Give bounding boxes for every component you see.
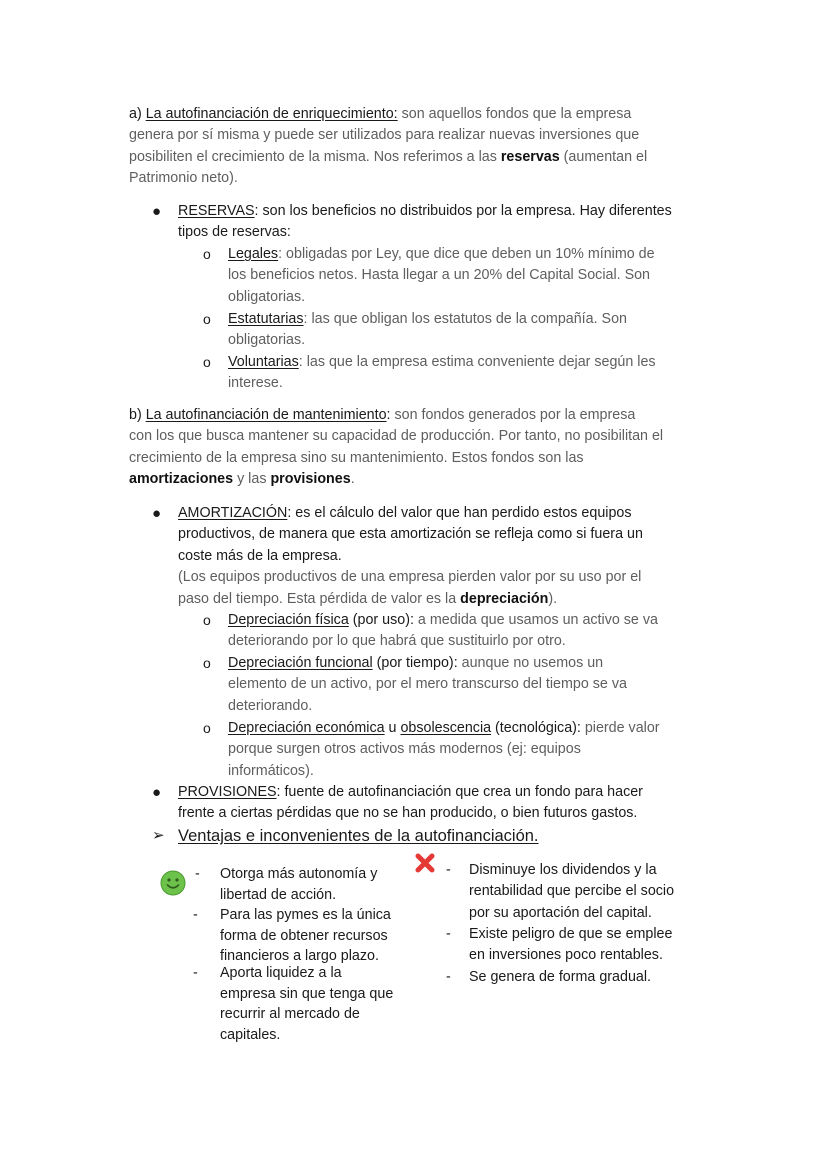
inconveniente-item xyxy=(469,967,651,988)
ventaja-2-line1: Para las pymes es la única xyxy=(220,907,391,923)
section-a-line1: son aquellos fondos que la empresa xyxy=(397,106,632,122)
inconveniente-1-line2: rentabilidad que percibe el socio xyxy=(469,883,675,900)
amortizacion-line4: (Los equipos productivos de una empresa pierden valor por su uso por el xyxy=(178,569,642,586)
inconveniente-2-line2: en inversiones poco rentables. xyxy=(469,947,663,964)
circle-bullet-icon: o xyxy=(203,246,211,262)
inconveniente-item xyxy=(469,860,674,924)
section-a-title: La autofinanciación de enriquecimiento: xyxy=(145,106,398,122)
provisiones-bold: provisiones xyxy=(270,471,351,488)
dep-fisica-name: Depreciación física xyxy=(228,612,349,628)
depreciacion-economica xyxy=(228,718,708,782)
estatutarias-line2: obligatorias. xyxy=(228,332,306,349)
dash-bullet: - xyxy=(446,862,451,878)
ventajas-heading xyxy=(178,825,539,847)
ventajas-heading-text: Ventajas e inconvenientes de la autofinanciación. xyxy=(178,827,539,845)
reserva-legales xyxy=(228,244,708,308)
amortizacion-line3: coste más de la empresa. xyxy=(178,547,342,564)
legales-line2: los beneficios netos. Hasta llegar a un 20% del Capital Social. Son xyxy=(228,267,651,284)
dep-economica-mid: u xyxy=(384,720,401,736)
reservas-title: RESERVAS xyxy=(178,203,255,219)
inconveniente-3-line1: Se genera de forma gradual. xyxy=(469,969,652,985)
depreciacion-funcional xyxy=(228,653,708,717)
inconveniente-item xyxy=(469,924,672,967)
inconveniente-1-line3: por su aportación del capital. xyxy=(469,904,652,921)
provisiones-line2: frente a ciertas pérdidas que no se han producido, o bien futuros gastos. xyxy=(178,805,638,822)
legales-line3: obligatorias. xyxy=(228,288,306,305)
amortizacion-line5-end: ). xyxy=(548,590,558,607)
section-a-line4: Patrimonio neto). xyxy=(129,170,238,187)
reservas-desc1: : son los beneficios no distribuidos por la empresa. Hay diferentes xyxy=(254,203,672,219)
section-a-paragraph xyxy=(129,104,709,190)
circle-bullet-icon: o xyxy=(203,311,211,327)
dash-bullet: - xyxy=(193,907,198,923)
ventaja-3-line1: Aporta liquidez a la xyxy=(220,965,342,981)
obsolescencia-name: obsolescencia xyxy=(400,720,492,736)
section-a-line3: posibiliten el crecimiento de la misma. Nos referimos a las xyxy=(129,148,501,165)
ventaja-1-line2: libertad de acción. xyxy=(220,886,337,903)
circle-bullet-icon: o xyxy=(203,655,211,671)
dep-economica-line1: pierde valor xyxy=(580,720,660,736)
amortizacion-line2: productivos, de manera que esta amortización se refleja como si fuera un xyxy=(178,526,643,543)
dash-bullet: - xyxy=(446,969,451,985)
ventaja-1-line1: Otorga más autonomía y xyxy=(220,866,378,882)
dep-economica-line3: informáticos). xyxy=(228,762,314,779)
voluntarias-line1: : las que la empresa estima conveniente dejar según les xyxy=(298,354,656,370)
section-a-line3-end: (aumentan el xyxy=(559,148,648,165)
estatutarias-name: Estatutarias xyxy=(228,311,304,327)
dash-bullet: - xyxy=(195,866,200,882)
bullet-icon: ● xyxy=(152,505,162,522)
provisiones-title: PROVISIONES xyxy=(178,784,277,800)
legales-line1: : obligadas por Ley, que dice que deben un 10% mínimo de xyxy=(278,246,655,262)
ventaja-2-line3: financieros a largo plazo. xyxy=(220,948,379,964)
dep-fisica-line1: a medida que usamos un activo se va xyxy=(413,612,658,628)
depreciacion-fisica xyxy=(228,610,708,653)
ventaja-item xyxy=(220,905,391,967)
section-b-title: La autofinanciación de mantenimiento xyxy=(145,407,387,423)
circle-bullet-icon: o xyxy=(203,612,211,628)
dep-funcional-qual: (por tiempo): xyxy=(372,655,458,671)
dep-economica-line2: porque surgen otros activos más modernos (ej: equipos xyxy=(228,741,581,758)
bullet-icon: ● xyxy=(152,203,162,220)
provisiones-line1: : fuente de autofinanciación que crea un fondo para hacer xyxy=(276,784,643,800)
dash-bullet: - xyxy=(193,965,198,981)
ventaja-3-line3: recurrir al mercado de xyxy=(220,1006,360,1022)
circle-bullet-icon: o xyxy=(203,720,211,736)
reservas-desc2: tipos de reservas: xyxy=(178,224,291,241)
amortizacion-item xyxy=(178,503,708,610)
bullet-icon: ● xyxy=(152,784,162,801)
section-b-line1: son fondos generados por la empresa xyxy=(390,407,636,423)
section-a-line2: genera por sí misma y puede ser utilizados para realizar nuevas inversiones que xyxy=(129,127,640,144)
dash-bullet: - xyxy=(446,926,451,942)
dep-funcional-line2: elemento de un activo, por el mero transcurso del tiempo se va xyxy=(228,676,627,693)
section-b-end: . xyxy=(350,471,355,488)
dep-funcional-line3: deteriorando. xyxy=(228,697,313,714)
estatutarias-line1: : las que obligan los estatutos de la compañía. Son xyxy=(303,311,627,327)
ventaja-item xyxy=(220,963,393,1045)
voluntarias-line2: interese. xyxy=(228,375,283,392)
dep-economica-qual: (tecnológica): xyxy=(491,720,581,736)
ventaja-item xyxy=(220,864,377,905)
amortizacion-line5: paso del tiempo. Esta pérdida de valor es la xyxy=(178,590,461,607)
ventaja-2-line2: forma de obtener recursos xyxy=(220,927,388,944)
provisiones-item xyxy=(178,782,708,825)
reserva-estatutarias xyxy=(228,309,708,352)
section-b-paragraph xyxy=(129,405,709,491)
amortizacion-line1: : es el cálculo del valor que han perdido estos equipos xyxy=(287,505,632,521)
amortizaciones-bold: amortizaciones xyxy=(129,471,234,488)
section-b-line3: crecimiento de la empresa sino su mantenimiento. Estos fondos son las xyxy=(129,449,584,466)
legales-name: Legales xyxy=(228,246,279,262)
reservas-item xyxy=(178,201,708,244)
section-b-mid: y las xyxy=(233,471,271,488)
section-a-prefix: a) xyxy=(129,106,146,122)
amortizacion-title: AMORTIZACIÓN xyxy=(178,505,288,521)
section-b-line2: con los que busca mantener su capacidad de producción. Por tanto, no posibilitan el xyxy=(129,428,664,445)
arrow-bullet-icon: ➢ xyxy=(152,827,165,844)
section-b-prefix: b) xyxy=(129,407,146,423)
dep-economica-name: Depreciación económica xyxy=(228,720,385,736)
voluntarias-name: Voluntarias xyxy=(228,354,299,370)
inconveniente-2-line1: Existe peligro de que se emplee xyxy=(469,926,673,942)
dep-funcional-name: Depreciación funcional xyxy=(228,655,373,671)
reserva-voluntarias xyxy=(228,352,708,395)
ventaja-3-line4: capitales. xyxy=(220,1026,281,1043)
depreciacion-bold: depreciación xyxy=(460,590,549,607)
smiley-icon xyxy=(160,870,186,896)
ventaja-3-line2: empresa sin que tenga que xyxy=(220,985,394,1002)
inconveniente-1-line1: Disminuye los dividendos y la xyxy=(469,862,657,878)
cross-icon xyxy=(414,852,436,874)
circle-bullet-icon: o xyxy=(203,354,211,370)
dep-fisica-qual: (por uso): xyxy=(348,612,414,628)
dep-fisica-line2: deteriorando por lo que habrá que sustituirlo por otro. xyxy=(228,633,566,650)
section-b-colon: : xyxy=(386,407,391,423)
reservas-bold: reservas xyxy=(500,148,560,165)
dep-funcional-line1: aunque no usemos un xyxy=(457,655,604,671)
